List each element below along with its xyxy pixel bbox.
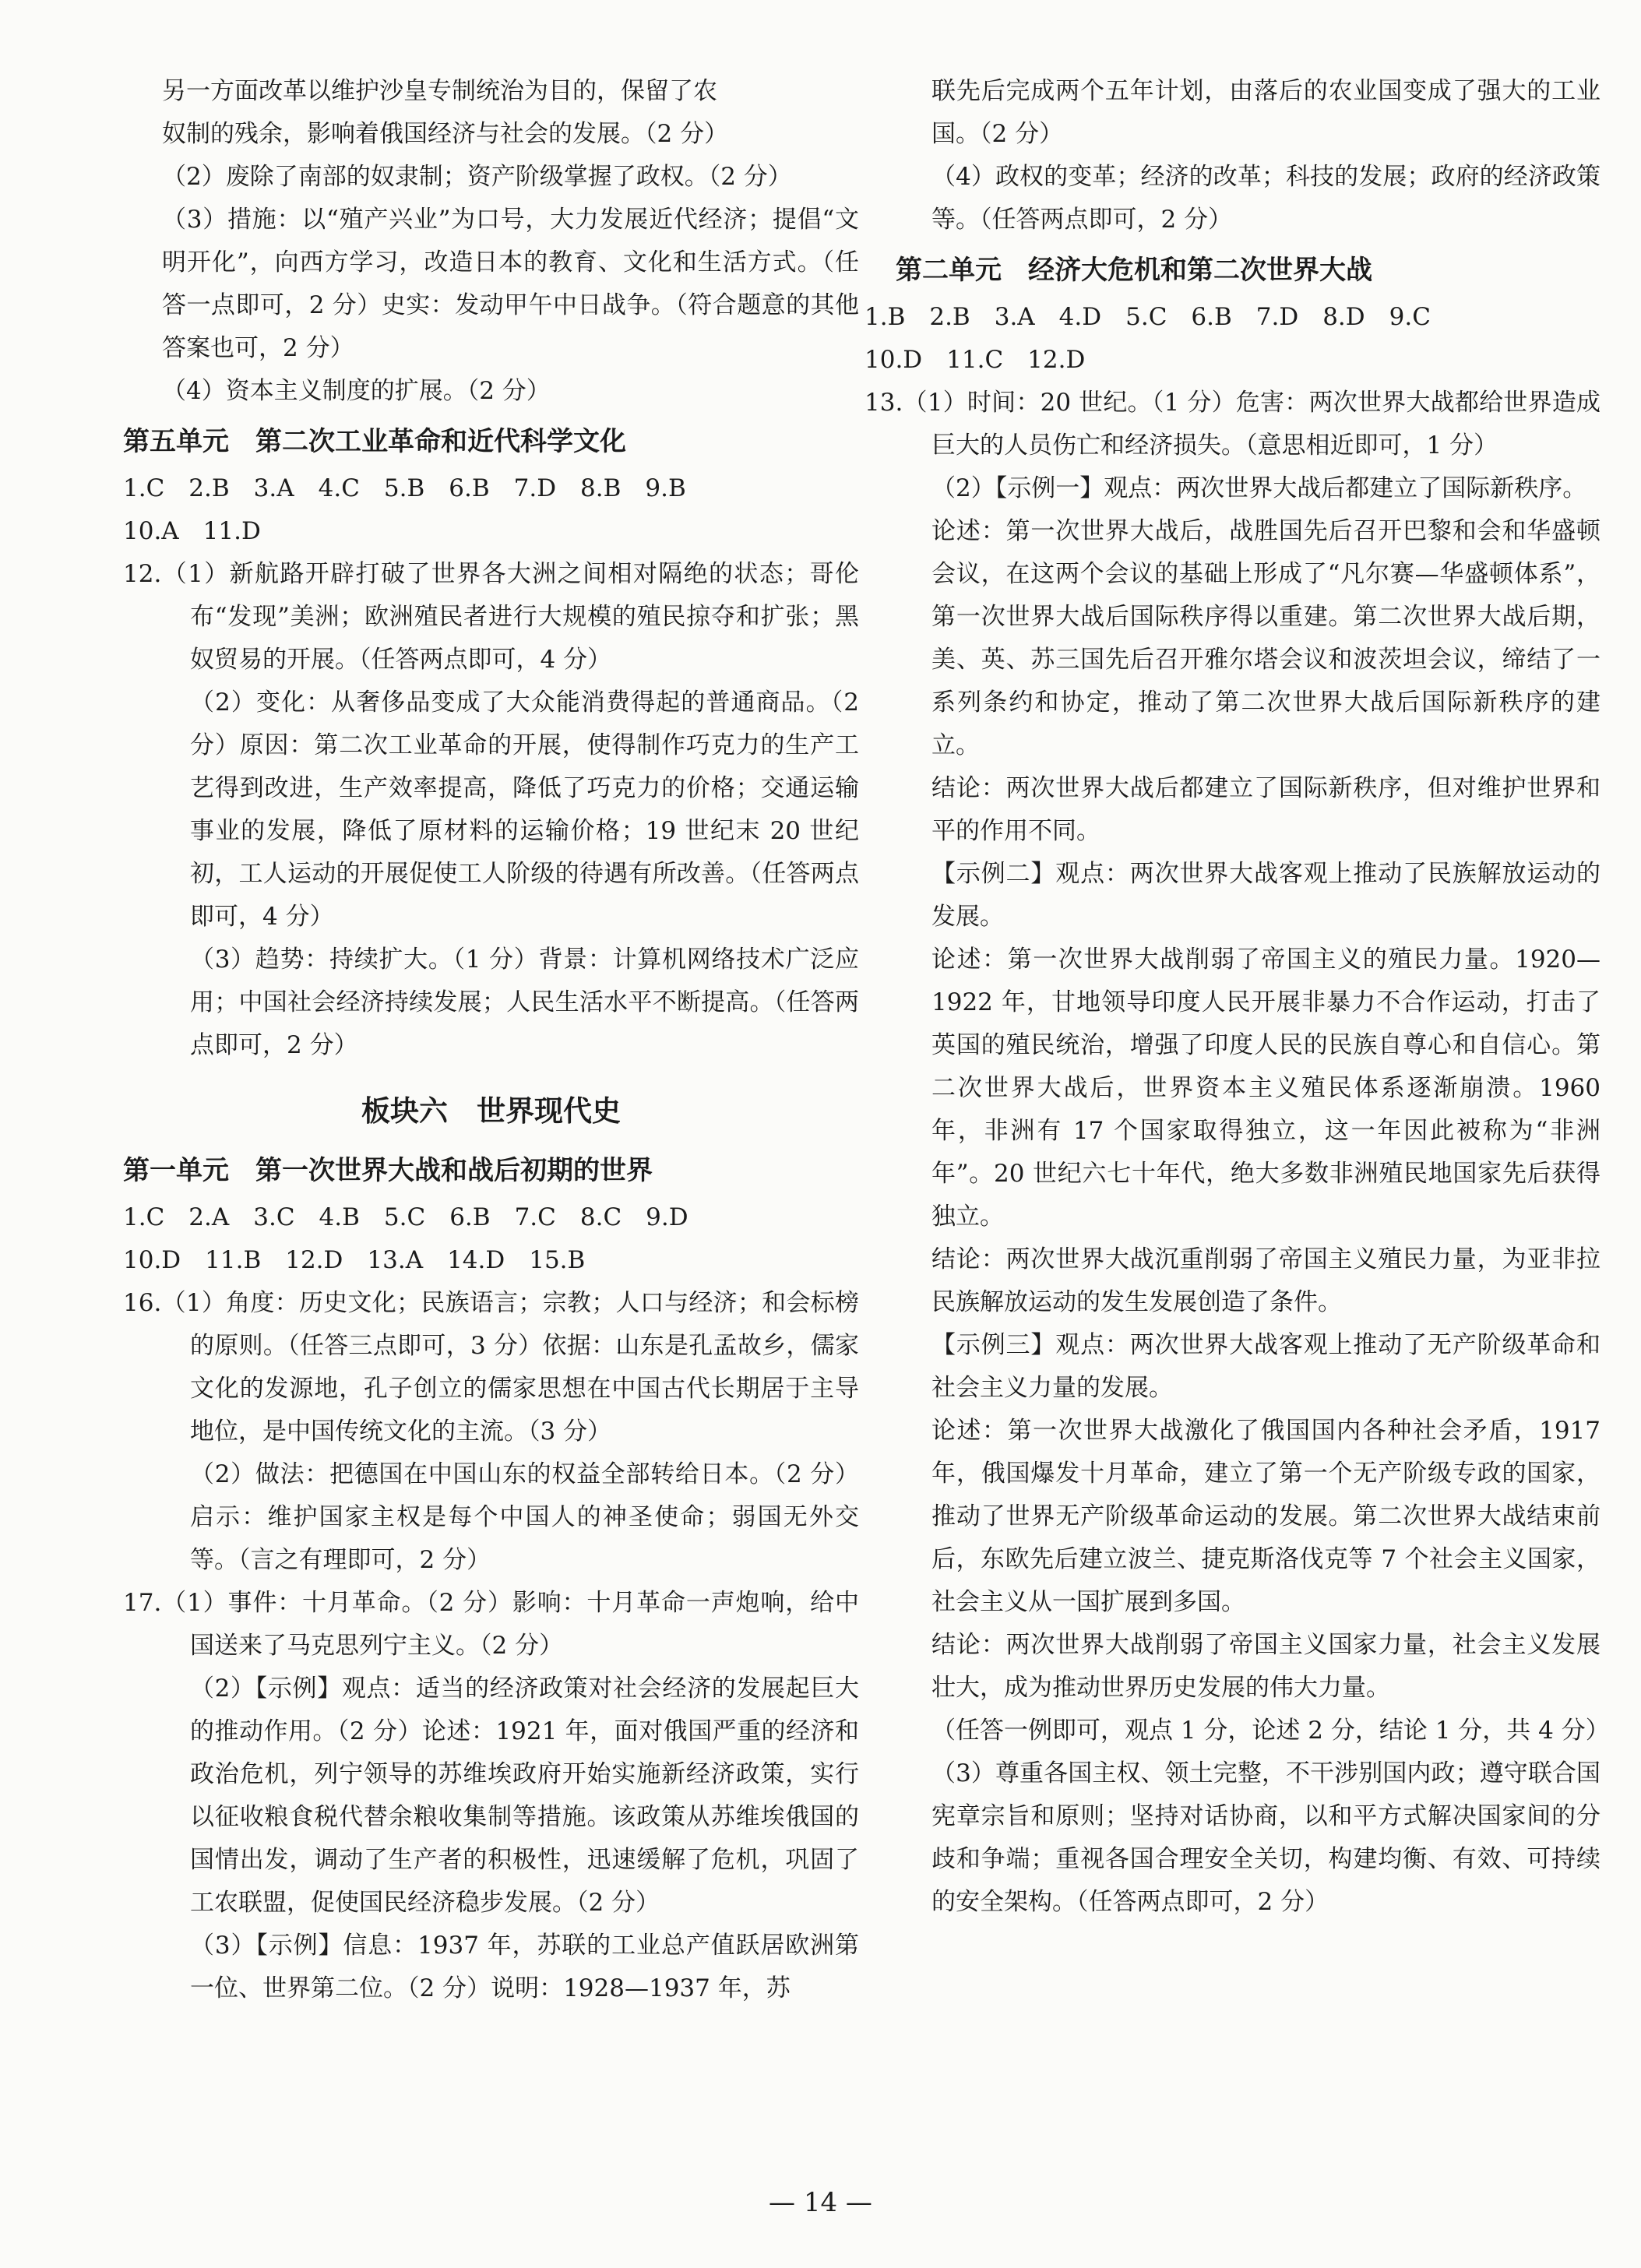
unit-1-title: 第一单元 第一次世界大战和战后初期的世界 (123, 1155, 653, 1186)
question-13-part-1: 13.（1）时间：20 世纪。（1 分）危害：两次世界大战都给世界造成巨大的人员伤亡和经济损失。（意思相近即可，1 分） (865, 389, 1601, 460)
question-12-part-2: （2）变化：从奢侈品变成了大众能消费得起的普通商品。（2 分）原因：第二次工业革命的开展，使得制作巧克力的生产工艺得到改进，生产效率提高，降低了巧克力的价格；交通运输事业的发展，降低了原材料的运输价格；19 世纪末 20 世纪初，工人运动的开展促使工人阶级的待遇有所改善。（任答两点即可，4 分） (190, 688, 859, 931)
question-13-scoring-note: （任答一例即可，观点 1 分，论述 2 分，结论 1 分，共 4 分） (931, 1717, 1610, 1745)
question-13-example-2: 【示例二】观点：两次世界大战客观上推动了民族解放运动的发展。 (931, 860, 1601, 931)
question-16-part-1: 16.（1）角度：历史文化；民族语言；宗教；人口与经济；和会标榜的原则。（任答三点即可，3 分）依据：山东是孔孟故乡，儒家文化的发源地，孔子创立的儒家思想在中国古代长期居于主导地位，是中国传统文化的主流。（3 分） (123, 1289, 859, 1446)
unit-2-title: 第二单元 经济大危机和第二次世界大战 (896, 255, 1372, 286)
question-13-argument: 论述：第一次世界大战削弱了帝国主义的殖民力量。1920—1922 年，甘地领导印度人民开展非暴力不合作运动，打击了英国的殖民统治，增强了印度人民的民族自尊心和自信心。第二次世界大战后，世界资本主义殖民体系逐渐崩溃。1960 年，非洲有 17 个国家取得独立，这一年因此被称为“非洲年”。20 世纪六七十年代，绝大多数非洲殖民地国家先后获得独立。 (931, 946, 1601, 1231)
question-12-part-3: （3）趋势：持续扩大。（1 分）背景：计算机网络技术广泛应用；中国社会经济持续发展；人民生活水平不断提高。（任答两点即可，2 分） (190, 946, 859, 1059)
choice-answers: 1.B 2.B 3.A 4.D 5.C 6.B 7.D 8.D 9.C (865, 303, 1431, 331)
choice-answers: 10.D 11.B 12.D 13.A 14.D 15.B (123, 1246, 586, 1274)
paragraph: 另一方面改革以维护沙皇专制统治为目的，保留了农 (162, 77, 717, 105)
question-13-conclusion: 结论：两次世界大战削弱了帝国主义国家力量，社会主义发展壮大，成为推动世界历史发展的伟大力量。 (931, 1631, 1601, 1702)
question-12-part-1: 12.（1）新航路开辟打破了世界各大洲之间相对隔绝的状态；哥伦布“发现”美洲；欧洲殖民者进行大规模的殖民掠夺和扩张；黑奴贸易的开展。（任答两点即可，4 分） (123, 560, 859, 674)
question-17-part-3: （3）【示例】信息：1937 年，苏联的工业总产值跃居欧洲第一位、世界第二位。（2 分）说明：1928—1937 年，苏 (190, 1932, 859, 2002)
question-17-part-1: 17.（1）事件：十月革命。（2 分）影响：十月革命一声炮响，给中国送来了马克思列宁主义。（2 分） (123, 1589, 859, 1660)
choice-answers: 10.A 11.D (123, 517, 261, 545)
question-13-conclusion: 结论：两次世界大战后都建立了国际新秩序，但对维护世界和平的作用不同。 (931, 774, 1601, 845)
question-13-example-3: 【示例三】观点：两次世界大战客观上推动了无产阶级革命和社会主义力量的发展。 (931, 1331, 1601, 1402)
paragraph: （2）废除了南部的奴隶制；资产阶级掌握了政权。（2 分） (162, 163, 792, 191)
question-17-part-2: （2）【示例】观点：适当的经济政策对社会经济的发展起巨大的推动作用。（2 分）论述：1921 年，面对俄国严重的经济和政治危机，列宁领导的苏维埃政府开始实施新经济政策，实行以征收粮食税代替余粮收集制等措施。该政策从苏维埃俄国的国情出发，调动了生产者的积极性，迅速缓解了危机，巩固了工农联盟，促使国民经济稳步发展。（2 分） (190, 1675, 859, 1917)
paragraph: （3）措施：以“殖产兴业”为口号，大力发展近代经济；提倡“文明开化”，向西方学习，改造日本的教育、文化和生活方式。（任答一点即可，2 分）史实：发动甲午中日战争。（符合题意的其他答案也可，2 分） (162, 206, 859, 362)
right-column (865, 70, 1610, 1924)
choice-answers: 10.D 11.C 12.D (865, 346, 1086, 374)
choice-answers: 1.C 2.B 3.A 4.C 5.B 6.B 7.D 8.B 9.B (123, 474, 686, 502)
question-16-part-2: （2）做法：把德国在中国山东的权益全部转给日本。（2 分）启示：维护国家主权是每个中国人的神圣使命；弱国无外交等。（言之有理即可，2 分） (190, 1460, 859, 1574)
choice-answers: 1.C 2.A 3.C 4.B 5.C 6.B 7.C 8.C 9.D (123, 1203, 688, 1231)
board-6-title: 板块六 世界现代史 (361, 1094, 621, 1128)
question-13-example-1: （2）【示例一】观点：两次世界大战后都建立了国际新秩序。 (931, 474, 1587, 502)
page-number: — 14 — (769, 2187, 872, 2218)
question-13-argument: 论述：第一次世界大战后，战胜国先后召开巴黎和会和华盛顿会议，在这两个会议的基础上形成了“凡尔赛—华盛顿体系”，第一次世界大战后国际秩序得以重建。第二次世界大战后期，美、英、苏三国先后召开雅尔塔会议和波茨坦会议，缔结了一系列条约和协定，推动了第二次世界大战后国际新秩序的建立。 (931, 517, 1601, 759)
question-13-part-3: （3）尊重各国主权、领土完整，不干涉别国内政；遵守联合国宪章宗旨和原则；坚持对话协商，以和平方式解决国家间的分歧和争端；重视各国合理安全关切，构建均衡、有效、可持续的安全架构。（任答两点即可，2 分） (931, 1759, 1601, 1916)
left-column (123, 70, 859, 2010)
question-13-conclusion: 结论：两次世界大战沉重削弱了帝国主义殖民力量，为亚非拉民族解放运动的发生发展创造了条件。 (931, 1245, 1601, 1316)
paragraph: （4）政权的变革；经济的改革；科技的发展；政府的经济政策等。（任答两点即可，2 分） (931, 163, 1601, 234)
question-13-argument: 论述：第一次世界大战激化了俄国国内各种社会矛盾，1917 年，俄国爆发十月革命，建立了第一个无产阶级专政的国家，推动了世界无产阶级革命运动的发展。第二次世界大战结束前后，东欧先后建立波兰、捷克斯洛伐克等 7 个社会主义国家，社会主义从一国扩展到多国。 (931, 1417, 1601, 1616)
unit-5-title: 第五单元 第二次工业革命和近代科学文化 (123, 426, 626, 457)
paragraph: （4）资本主义制度的扩展。（2 分） (162, 377, 551, 405)
paragraph: 奴制的残余，影响着俄国经济与社会的发展。（2 分） (162, 120, 729, 148)
paragraph: 联先后完成两个五年计划，由落后的农业国变成了强大的工业国。（2 分） (931, 77, 1601, 148)
